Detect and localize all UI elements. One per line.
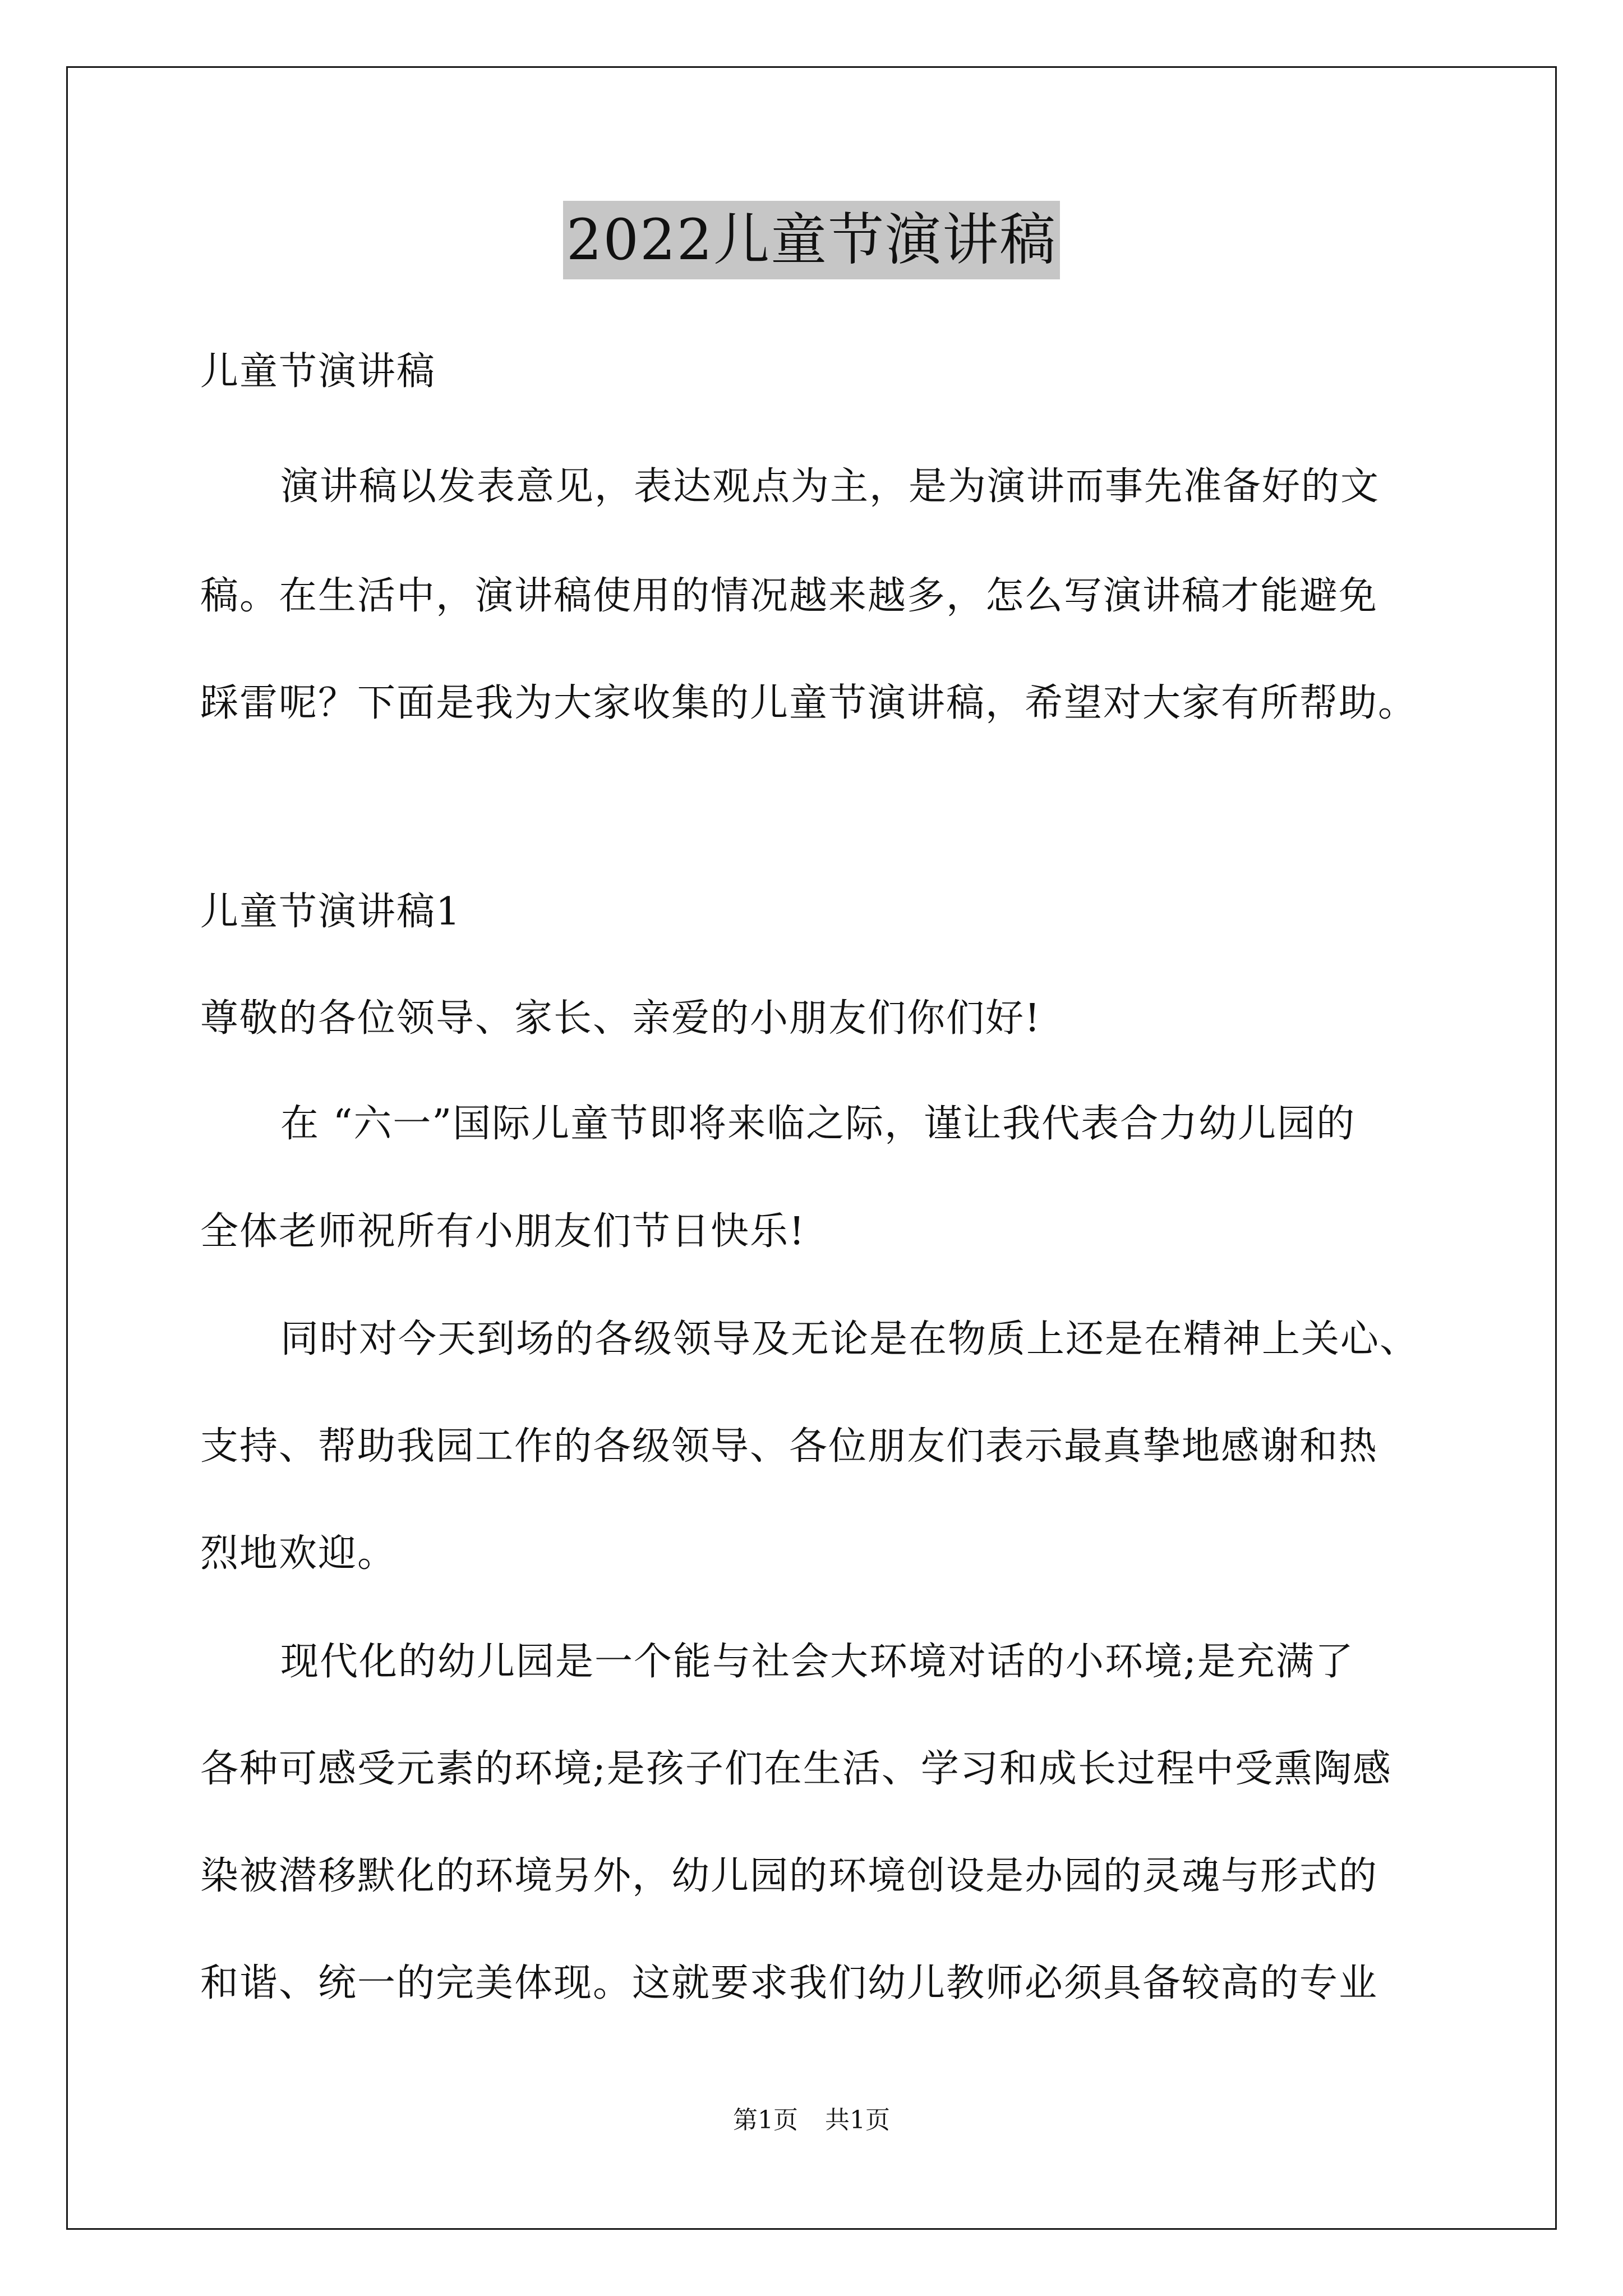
paragraph-line: 同时对今天到场的各级领导及无论是在物质上还是在精神上关心、: [280, 1317, 1419, 1361]
section-heading: 儿童节演讲稿: [200, 349, 436, 394]
title-container: [0, 201, 1623, 279]
paragraph-line: 烈地欢迎。: [200, 1531, 397, 1576]
paragraph-line: 各种可感受元素的环境;是孩子们在生活、学习和成长过程中受熏陶感: [200, 1747, 1392, 1791]
speech-heading: 儿童节演讲稿1: [200, 890, 462, 934]
paragraph-line: 染被潜移默化的环境另外，幼儿园的环境创设是办园的灵魂与形式的: [200, 1854, 1378, 1898]
page-number-current: 第1页: [733, 2106, 798, 2134]
paragraph-line: 演讲稿以发表意见，表达观点为主，是为演讲而事先准备好的文: [280, 464, 1380, 509]
page-footer: [0, 2104, 1623, 2137]
paragraph-line: 和谐、统一的完美体现。这就要求我们幼儿教师必须具备较高的专业: [200, 1961, 1378, 2005]
paragraph-line: 稿。在生活中，演讲稿使用的情况越来越多，怎么写演讲稿才能避免: [200, 574, 1378, 618]
paragraph-line: 踩雷呢？下面是我为大家收集的儿童节演讲稿，希望对大家有所帮助。: [200, 681, 1418, 725]
document-title: 2022儿童节演讲稿: [563, 201, 1061, 279]
salutation-line: 尊敬的各位领导、家长、亲爱的小朋友们你们好!: [200, 996, 1041, 1041]
paragraph-line: 支持、帮助我园工作的各级领导、各位朋友们表示最真挚地感谢和热: [200, 1424, 1378, 1469]
paragraph-line: 全体老师祝所有小朋友们节日快乐!: [200, 1209, 806, 1254]
paragraph-line: 现代化的幼儿园是一个能与社会大环境对话的小环境;是充满了: [280, 1640, 1354, 1684]
paragraph-line: 在 “六一”国际儿童节即将来临之际，谨让我代表合力幼儿园的: [280, 1102, 1356, 1146]
page-number-total: 共1页: [825, 2106, 890, 2134]
